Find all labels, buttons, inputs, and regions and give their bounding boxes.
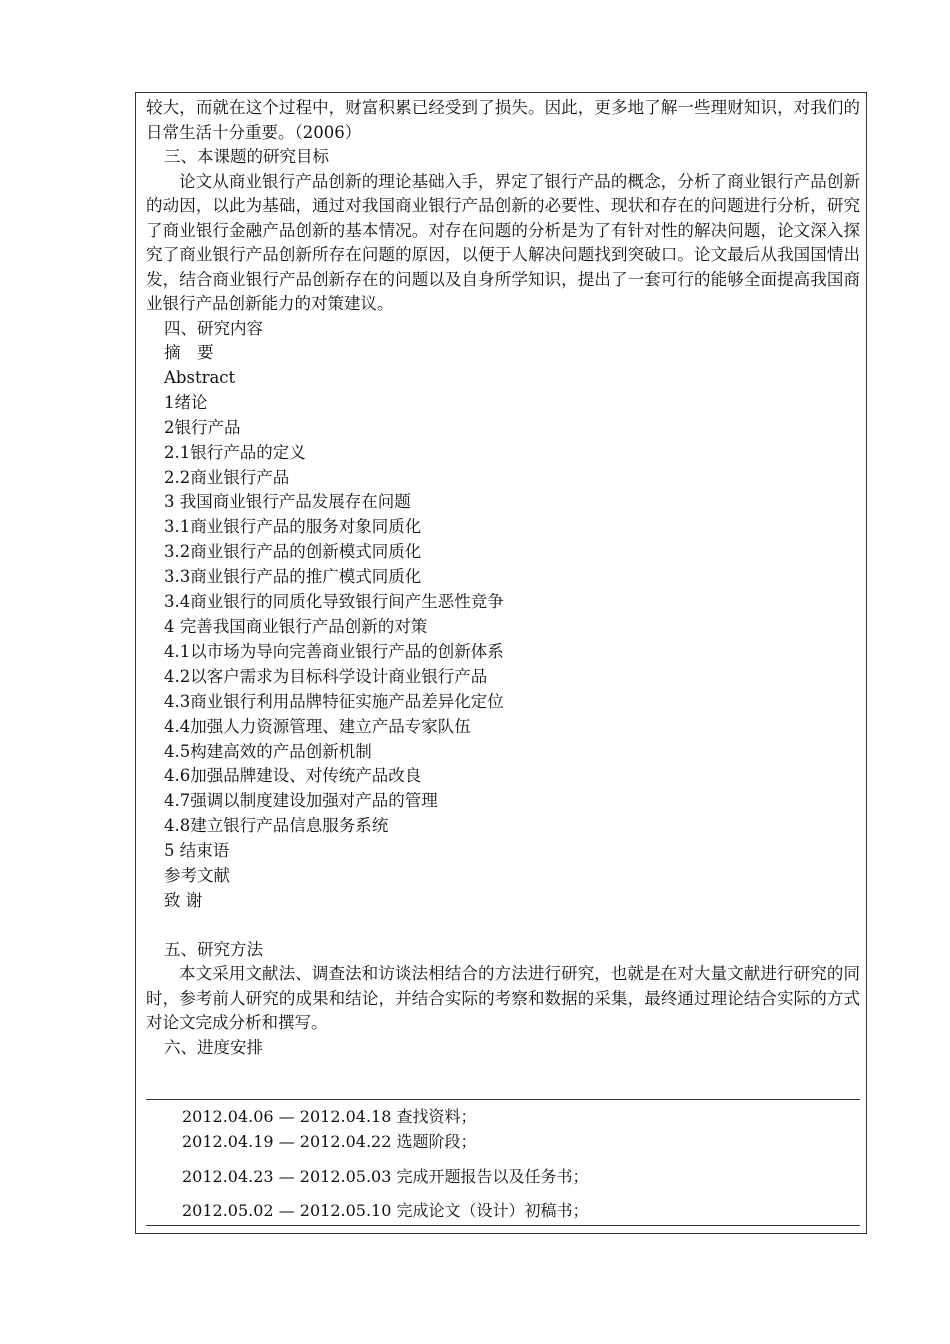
section-5-heading: 五、研究方法 <box>164 939 263 959</box>
toc-item: 3.3商业银行产品的推广模式同质化 <box>164 567 422 587</box>
table-of-contents <box>146 341 860 914</box>
toc-item: 4.1以市场为导向完善商业银行产品的创新体系 <box>164 641 504 661</box>
schedule-row: 2012.05.02 — 2012.05.10 完成论文（设计）初稿书； <box>182 1201 589 1220</box>
toc-item: 4.8建立银行产品信息服务系统 <box>164 816 389 836</box>
toc-item: 2.2商业银行产品 <box>164 467 290 487</box>
section-3-heading: 三、本课题的研究目标 <box>164 147 329 166</box>
toc-item: 3.2商业银行产品的创新模式同质化 <box>164 542 422 562</box>
blank-line <box>146 914 860 938</box>
schedule-row: 2012.04.23 — 2012.05.03 完成开题报告以及任务书； <box>182 1167 589 1186</box>
intro-paragraph: 较大，而就在这个过程中，财富积累已经受到了损失。因此，更多地了解一些理财知识，对我们的日常生活十分重要。（2006） <box>146 98 860 142</box>
toc-item: Abstract <box>164 367 236 387</box>
schedule-row: 2012.04.06 — 2012.04.18 查找资料； <box>182 1107 477 1126</box>
toc-item: 3.4商业银行的同质化导致银行间产生恶性竞争 <box>164 592 504 612</box>
toc-item: 3.1商业银行产品的服务对象同质化 <box>164 517 422 537</box>
section-4-heading: 四、研究内容 <box>164 318 263 338</box>
toc-item: 4.3商业银行利用品牌特征实施产品差异化定位 <box>164 691 504 711</box>
section-5-body: 本文采用文献法、调查法和访谈法相结合的方法进行研究，也就是在对大量文献进行研究的同时，参考前人研究的成果和结论，并结合实际的考察和数据的采集，最终通过理论结合实际的方式对论文完成分析和撰写。 <box>146 964 860 1033</box>
toc-item: 4.7强调以制度建设加强对产品的管理 <box>164 791 438 811</box>
toc-item: 4.6加强品牌建设、对传统产品改良 <box>164 766 422 786</box>
toc-item: 摘 要 <box>164 343 214 362</box>
toc-item: 致 谢 <box>164 890 203 910</box>
toc-item: 5 结束语 <box>164 841 230 861</box>
toc-item: 4.5构建高效的产品创新机制 <box>164 741 372 761</box>
toc-item: 4.4加强人力资源管理、建立产品专家队伍 <box>164 716 471 736</box>
toc-item: 4 完善我国商业银行产品创新的对策 <box>164 616 428 636</box>
schedule-table <box>146 1099 860 1226</box>
section-6-heading: 六、进度安排 <box>164 1037 263 1057</box>
toc-item: 1绪论 <box>164 392 208 412</box>
toc-item: 参考文献 <box>164 866 230 886</box>
schedule-row: 2012.04.19 — 2012.04.22 选题阶段； <box>182 1132 477 1151</box>
document-body <box>146 96 860 1060</box>
section-3-body: 论文从商业银行产品创新的理论基础入手，界定了银行产品的概念，分析了商业银行产品创新的动因，以此为基础，通过对我国商业银行产品创新的必要性、现状和存在的问题进行分析，研究了商业银行金融产品创新的基本情况。对存在问题的分析是为了有针对性的解决问题，论文深入探究了商业银行产品创新所存在问题的原因，以便于人解决问题找到突破口。论文最后从我国国情出发，结合商业银行产品创新存在的问题以及自身所学知识，提出了一套可行的能够全面提高我国商业银行产品创新能力的对策建议。 <box>146 171 860 313</box>
toc-item: 3 我国商业银行产品发展存在问题 <box>164 492 411 512</box>
toc-item: 2银行产品 <box>164 417 241 437</box>
toc-item: 4.2以客户需求为目标科学设计商业银行产品 <box>164 666 488 686</box>
toc-item: 2.1银行产品的定义 <box>164 442 306 462</box>
